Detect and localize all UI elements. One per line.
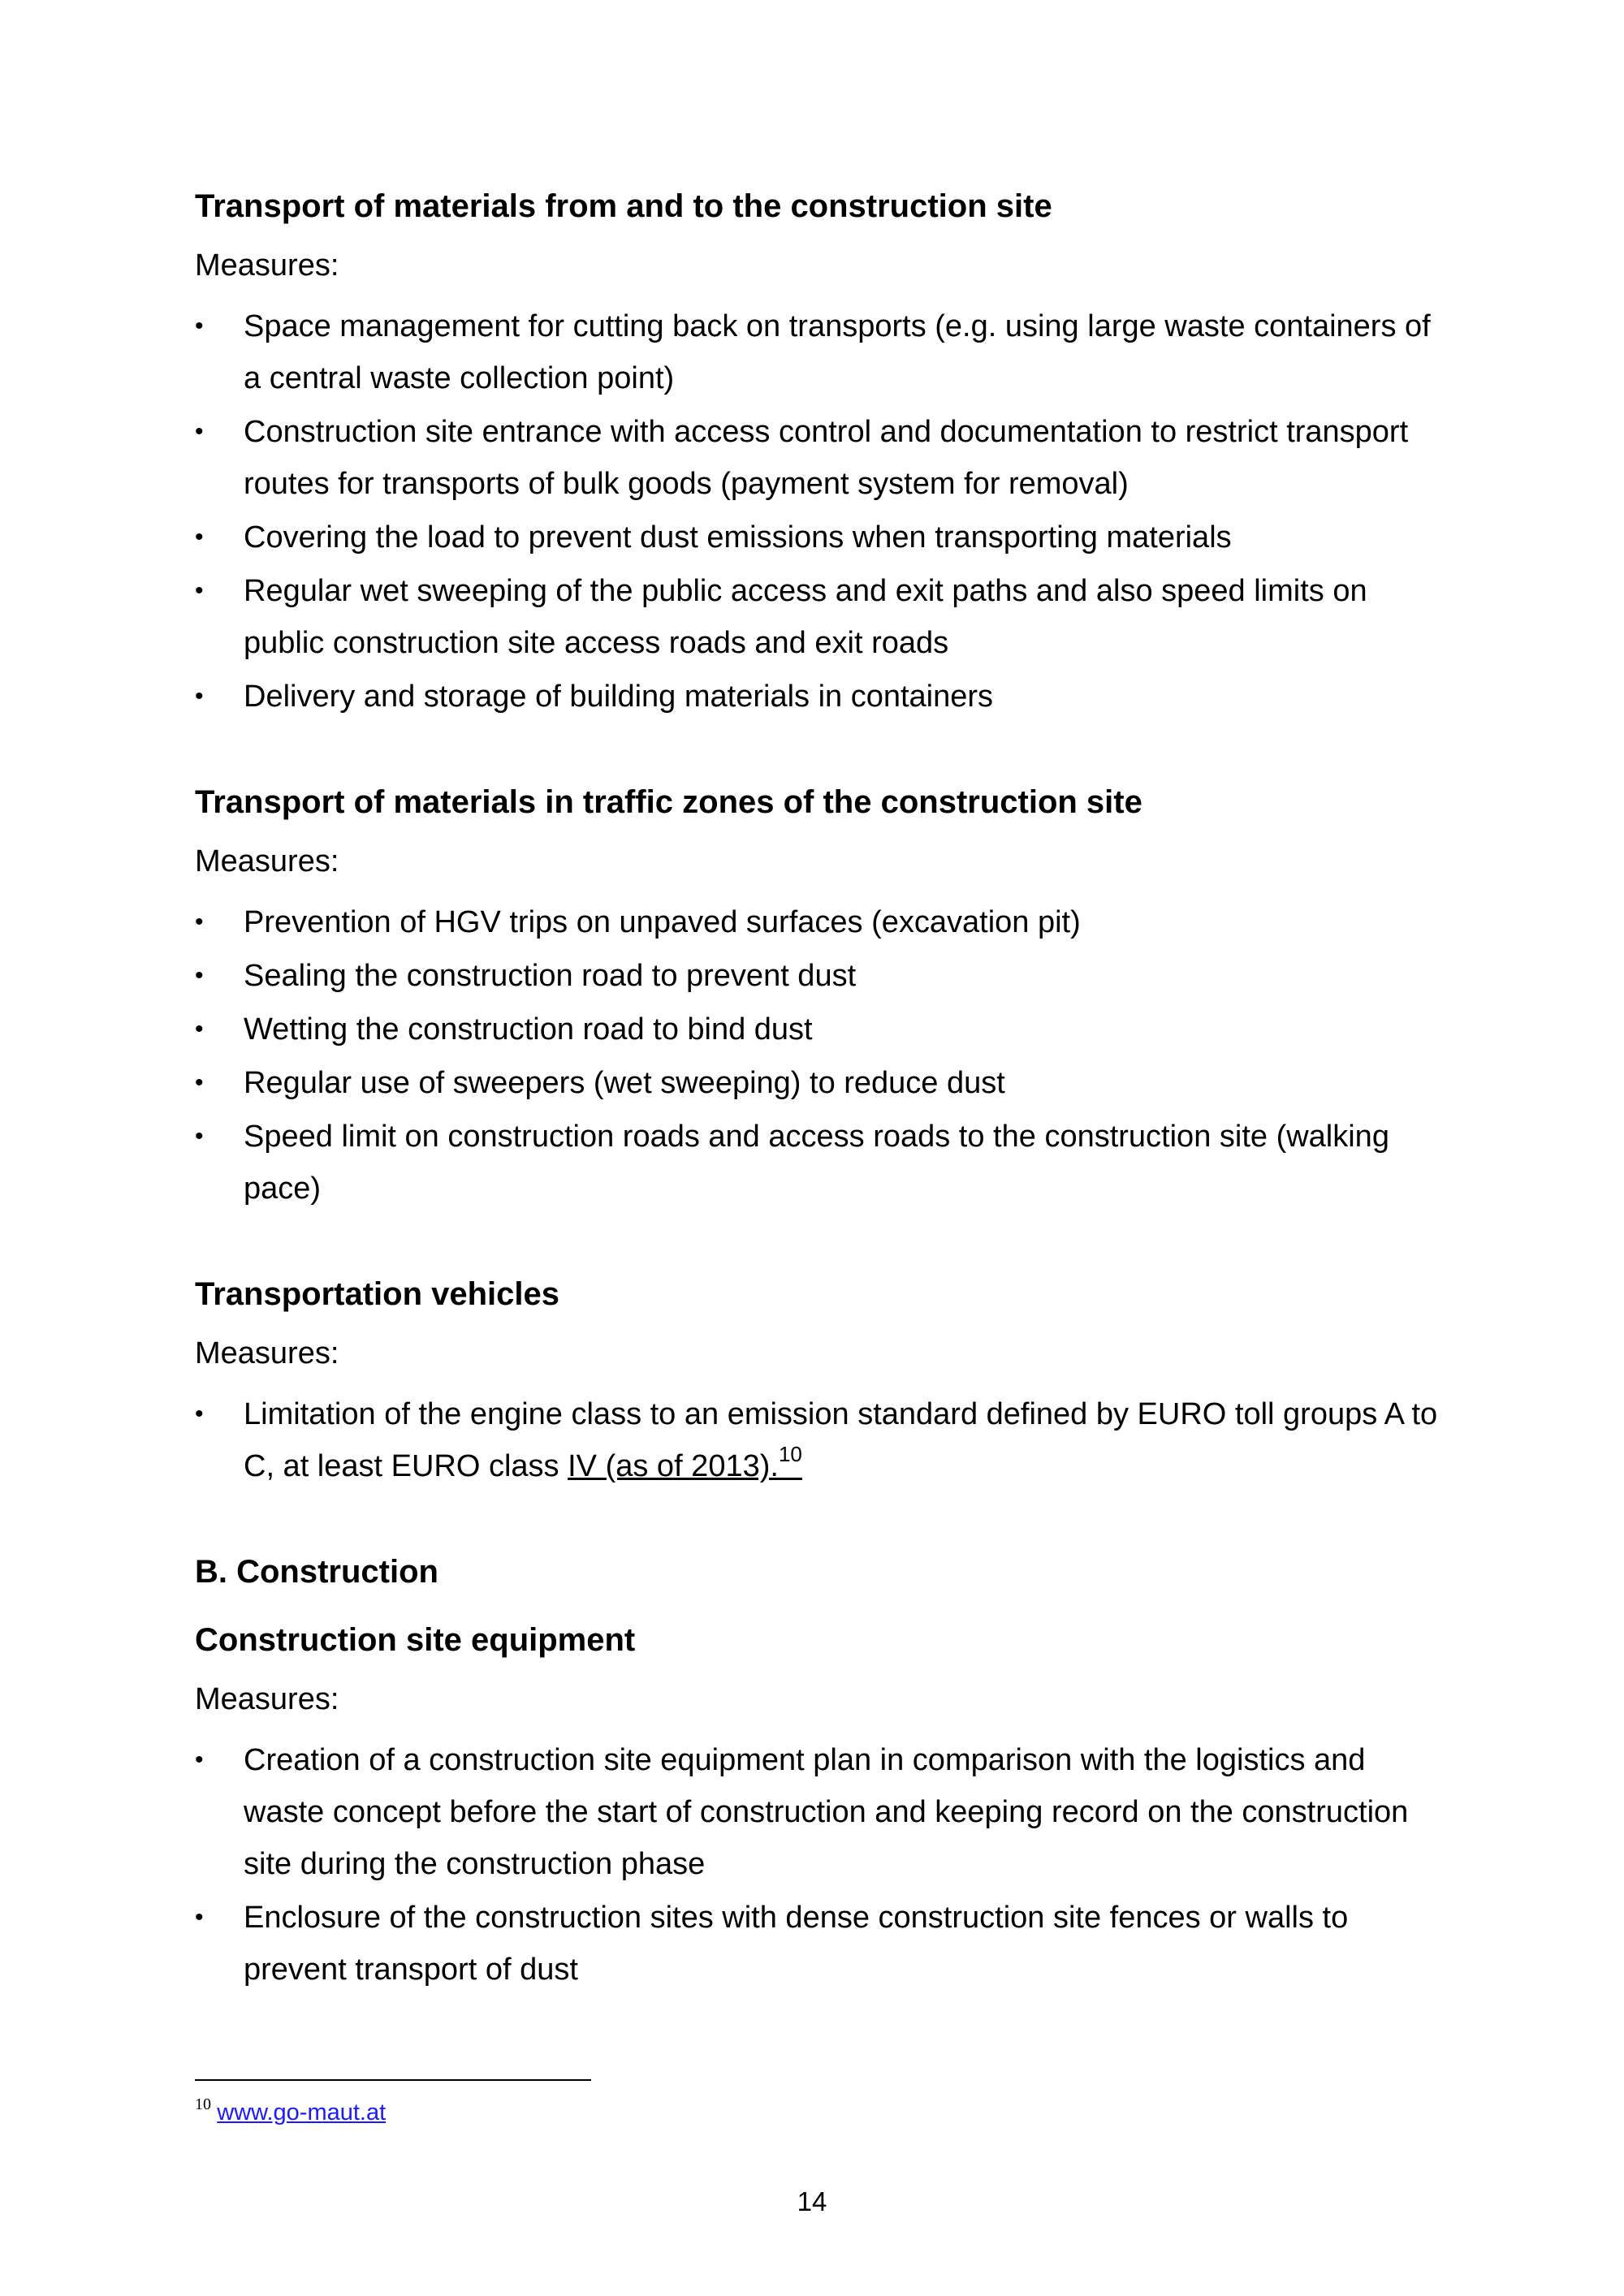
- list-item-text: Construction site entrance with access control and documentation to restrict transport routes for transports of bulk goods (payment system for removal): [244, 415, 1409, 501]
- list-item: [195, 1388, 1445, 1492]
- section-traffic-zones: [195, 781, 1445, 1215]
- list-item-text: Prevention of HGV trips on unpaved surfaces (excavation pit): [244, 905, 1081, 939]
- bullet-icon: •: [195, 1904, 204, 1931]
- bullet-icon: •: [195, 1069, 204, 1096]
- measures-list: [195, 1388, 1445, 1492]
- list-item-text: Sealing the construction road to prevent dust: [244, 959, 857, 993]
- section-equipment: [195, 1619, 1445, 1996]
- list-item: [195, 406, 1445, 510]
- list-item: [195, 300, 1445, 404]
- underlined-text-content: IV (as of 2013).: [568, 1449, 779, 1483]
- list-item-text: Enclosure of the construction sites with dense construction site fences or walls to prevent transport of dust: [244, 1901, 1349, 1987]
- measures-list: [195, 1734, 1445, 1996]
- bullet-icon: •: [195, 1400, 204, 1427]
- section-transport-site: [195, 185, 1445, 723]
- list-item: [195, 671, 1445, 723]
- bullet-icon: •: [195, 1123, 204, 1150]
- section-heading: Transport of materials in traffic zones of the construction site: [195, 784, 1142, 820]
- section-vehicles: [195, 1273, 1445, 1492]
- bullet-icon: •: [195, 962, 204, 989]
- bullet-icon: •: [195, 418, 204, 445]
- bullet-icon: •: [195, 1016, 204, 1042]
- list-item-text: Regular use of sweepers (wet sweeping) to reduce dust: [244, 1066, 1005, 1100]
- list-item-text: Limitation of the engine class to an emission standard defined by EURO toll groups A to C, at least EURO class: [244, 1397, 1438, 1483]
- bullet-icon: •: [195, 1746, 204, 1773]
- measures-label: Measures:: [195, 1682, 339, 1716]
- page-number: 14: [797, 2186, 827, 2216]
- bullet-icon: •: [195, 313, 204, 339]
- list-item-text: Creation of a construction site equipment plan in comparison with the logistics and waste concept before the start of construction and keeping record on the construction site during the construction phase: [244, 1743, 1409, 1881]
- list-item: [195, 1003, 1445, 1055]
- section-heading: Transportation vehicles: [195, 1276, 560, 1312]
- footnote-reference[interactable]: 10: [778, 1442, 802, 1467]
- list-item: [195, 950, 1445, 1002]
- underlined-text: [568, 1442, 802, 1483]
- section-heading: Construction site equipment: [195, 1622, 636, 1658]
- bullet-icon: •: [195, 577, 204, 604]
- list-item-text: Regular wet sweeping of the public access and exit paths and also speed limits on public construction site access roads and exit roads: [244, 574, 1367, 660]
- list-item: [195, 1734, 1445, 1890]
- list-item-text: Space management for cutting back on transports (e.g. using large waste containers of a central waste collection point): [244, 309, 1431, 395]
- footnote-divider: [195, 2079, 591, 2081]
- page-content: [195, 185, 1445, 1997]
- bullet-icon: •: [195, 908, 204, 935]
- list-item-text: Wetting the construction road to bind dust: [244, 1012, 813, 1047]
- list-item: [195, 565, 1445, 669]
- list-item-text: Speed limit on construction roads and access roads to the construction site (walking pace): [244, 1120, 1389, 1206]
- section-heading: Transport of materials from and to the construction site: [195, 188, 1052, 224]
- list-item: [195, 511, 1445, 563]
- measures-label: Measures:: [195, 1336, 339, 1370]
- footnote-link[interactable]: www.go-maut.at: [217, 2100, 387, 2126]
- list-item: [195, 1057, 1445, 1109]
- list-item-text: Delivery and storage of building materials in containers: [244, 680, 994, 714]
- bullet-icon: •: [195, 524, 204, 550]
- section-heading: B. Construction: [195, 1554, 438, 1590]
- list-item-text: Covering the load to prevent dust emissions when transporting materials: [244, 520, 1232, 555]
- footnote: [195, 2096, 386, 2129]
- bullet-icon: •: [195, 683, 204, 710]
- footnote-number: 10: [195, 2095, 211, 2114]
- measures-list: [195, 896, 1445, 1215]
- list-item: [195, 896, 1445, 948]
- measures-list: [195, 300, 1445, 723]
- measures-label: Measures:: [195, 248, 339, 283]
- measures-label: Measures:: [195, 844, 339, 878]
- list-item: [195, 1111, 1445, 1215]
- list-item: [195, 1892, 1445, 1996]
- section-construction: [195, 1551, 1445, 1593]
